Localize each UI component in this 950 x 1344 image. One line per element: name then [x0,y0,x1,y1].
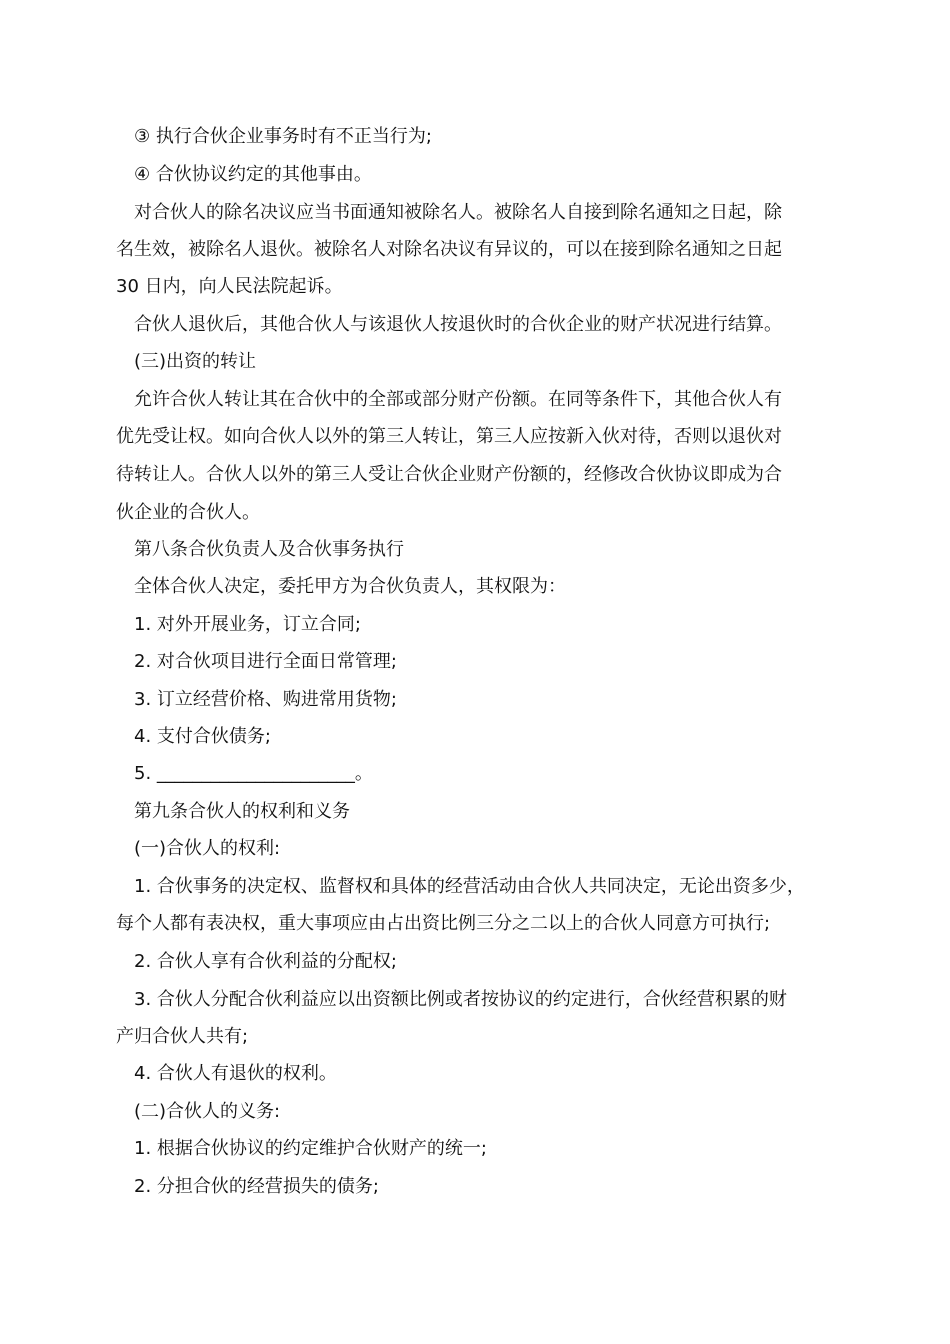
list-item: 3. 合伙人分配合伙利益应以出资额比例或者按协议的约定进行，合伙经营积累的财 [134,989,787,1010]
list-item-blank: 5. ______________________。 [134,763,373,784]
paragraph-line: 伙企业的合伙人。 [116,502,260,523]
list-item: 1. 对外开展业务，订立合同; [134,614,361,635]
paragraph-line: 合伙人退伙后，其他合伙人与该退伙人按退伙时的合伙企业的财产状况进行结算。 [134,314,782,335]
list-item: 2. 合伙人享有合伙利益的分配权; [134,951,397,972]
paragraph-line: 待转让人。合伙人以外的第三人受让合伙企业财产份额的，经修改合伙协议即成为合 [116,464,782,485]
paragraph-line: 全体合伙人决定，委托甲方为合伙负责人，其权限为： [134,576,566,597]
article-heading: 第九条合伙人的权利和义务 [134,801,350,822]
list-item: 4. 合伙人有退伙的权利。 [134,1063,337,1084]
paragraph-line: 每个人都有表决权，重大事项应由占出资比例三分之二以上的合伙人同意方可执行; [116,913,771,934]
clause-item-4: ④ 合伙协议约定的其他事由。 [134,164,372,185]
list-item: 2. 分担合伙的经营损失的债务; [134,1176,379,1197]
section-heading: (一)合伙人的权利: [134,838,281,859]
article-heading: 第八条合伙负责人及合伙事务执行 [134,539,404,560]
paragraph-line: 产归合伙人共有; [116,1026,249,1047]
paragraph-line: 优先受让权。如向合伙人以外的第三人转让，第三人应按新入伙对待，否则以退伙对 [116,426,782,447]
paragraph-line: 允许合伙人转让其在合伙中的全部或部分财产份额。在同等条件下，其他合伙人有 [134,389,782,410]
paragraph-line: 30 日内，向人民法院起诉。 [116,276,343,297]
paragraph-line: 对合伙人的除名决议应当书面通知被除名人。被除名人自接到除名通知之日起，除 [134,202,782,223]
list-item: 1. 根据合伙协议的约定维护合伙财产的统一; [134,1138,487,1159]
section-heading: (二)合伙人的义务: [134,1101,281,1122]
list-item: 1. 合伙事务的决定权、监督权和具体的经营活动由合伙人共同决定，无论出资多少， [134,876,805,897]
paragraph-line: 名生效，被除名人退伙。被除名人对除名决议有异议的，可以在接到除名通知之日起 [116,239,782,260]
section-heading: (三)出资的转让 [134,351,257,372]
clause-item-3: ③ 执行合伙企业事务时有不正当行为; [134,126,432,147]
list-item: 3. 订立经营价格、购进常用货物; [134,689,397,710]
list-item: 2. 对合伙项目进行全面日常管理; [134,651,397,672]
list-item: 4. 支付合伙债务; [134,726,271,747]
